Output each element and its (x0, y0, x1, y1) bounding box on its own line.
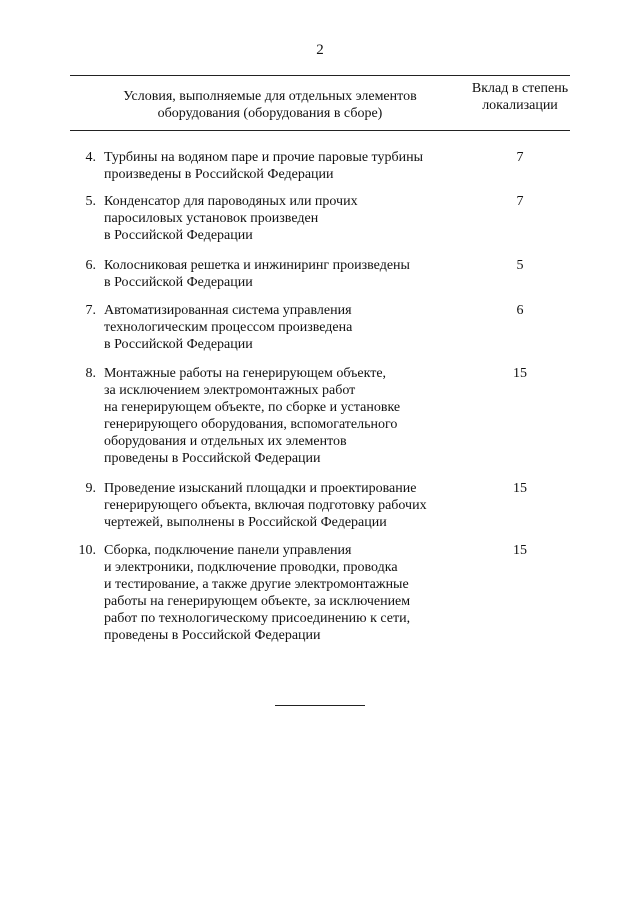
row-number: 10. (78, 543, 96, 558)
row-condition: Сборка, подключение панели управления и электроники, подключение проводки, проводка и тестирование, а также другие электромонтажные работы на генерирующем объекте, за исключением работ по технологическому присоединению к сети, проведены в Российской Федерации (104, 543, 411, 643)
row-contribution: 7 (516, 150, 524, 165)
localization-table (70, 75, 570, 643)
row-condition: Монтажные работы на генерирующем объекте, за исключением электромонтажных работ на генерирующем объекте, по сборке и установке генерирующего оборудования, вспомогательного оборудования и отдельных их элементов проведены в Российской Федерации (104, 366, 401, 466)
row-condition: Проведение изысканий площадки и проектирование генерирующего объекта, включая подготовку рабочих чертежей, выполнены в Российской Федерации (104, 481, 427, 530)
row-number: 4. (85, 150, 96, 165)
row-number: 5. (85, 194, 96, 209)
row-contribution: 5 (516, 258, 524, 273)
row-contribution: 6 (516, 303, 524, 318)
header-conditions: Условия, выполняемые для отдельных элементов оборудования (оборудования в сборе) (123, 89, 417, 121)
row-number: 9. (85, 481, 96, 496)
end-divider (275, 705, 365, 706)
header-contribution: Вклад в степень локализации (471, 81, 569, 113)
table-header (70, 75, 570, 131)
row-condition: Турбины на водяном паре и прочие паровые турбины произведены в Российской Федерации (104, 150, 424, 182)
row-condition: Автоматизированная система управления технологическим процессом произведена в Российской Федерации (104, 303, 353, 352)
row-contribution: 15 (513, 366, 527, 381)
row-contribution: 15 (513, 543, 527, 558)
row-number: 7. (85, 303, 96, 318)
row-number: 6. (85, 258, 96, 273)
row-condition: Конденсатор для пароводяных или прочих паросиловых установок произведен в Российской Федерации (104, 194, 358, 243)
row-condition: Колосниковая решетка и инжиниринг произведены в Российской Федерации (104, 258, 410, 290)
row-contribution: 7 (516, 194, 524, 209)
page-number: 2 (316, 42, 324, 58)
row-number: 8. (85, 366, 96, 381)
row-contribution: 15 (513, 481, 527, 496)
